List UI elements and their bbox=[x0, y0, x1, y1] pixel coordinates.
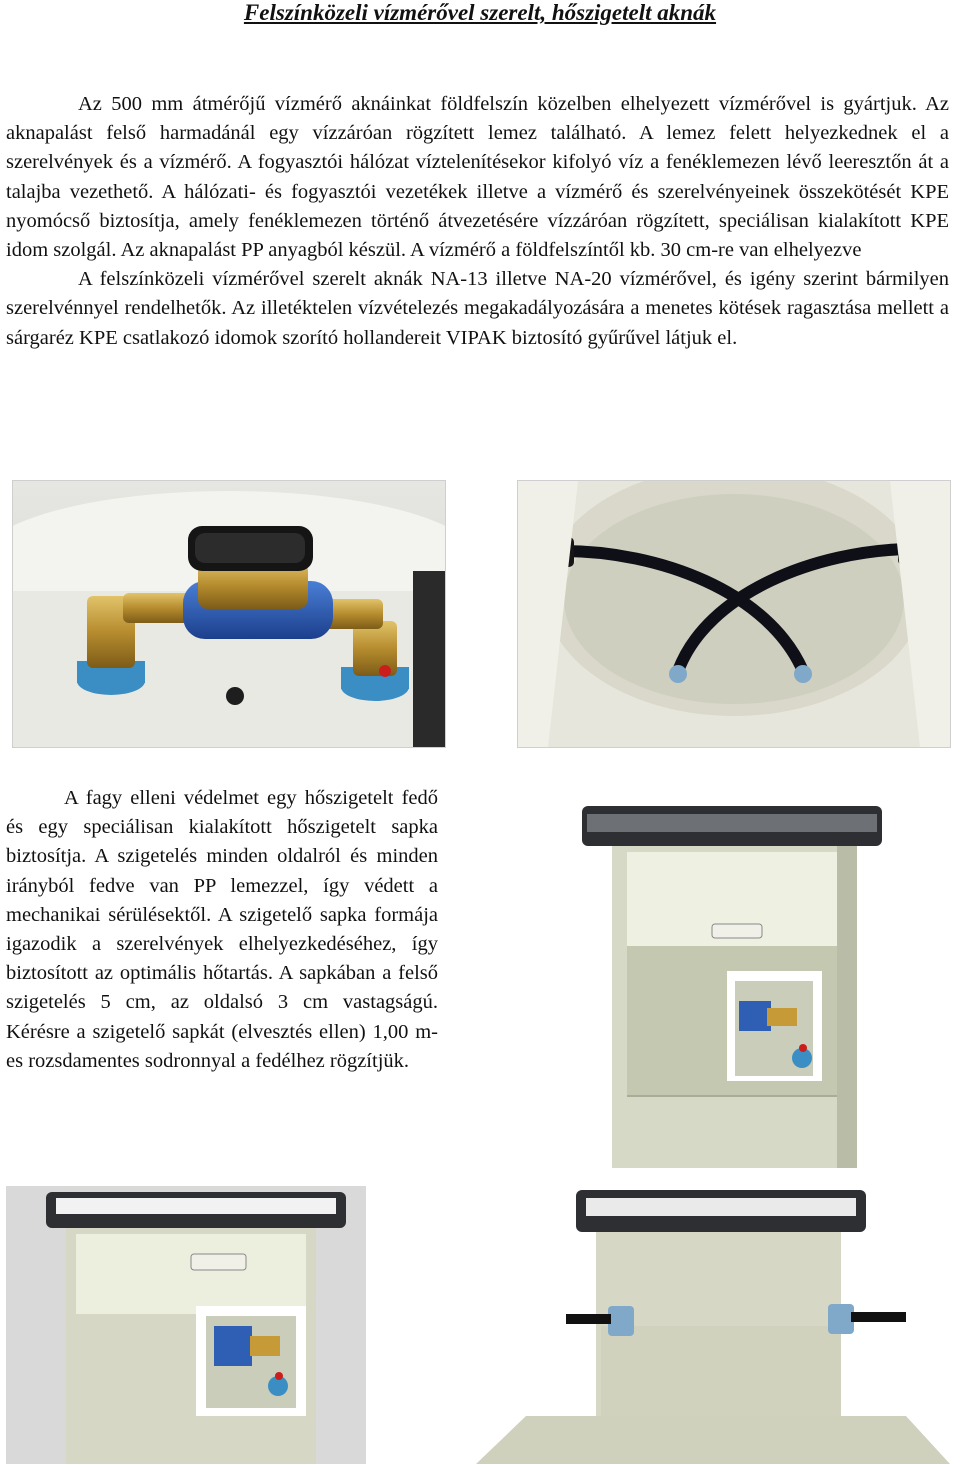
photo-shaft-with-base bbox=[6, 1186, 950, 1464]
paragraph-frost: A fagy elleni védelmet egy hőszigetelt fedő és egy speciálisan kialakított hőszigetelt sapka biztosítja. A szigetelés minden oldalról és minden irányból fedve van PP lemezzel, így védett a mechanikai sérülésektől. A szigetelő sapka formája igazodik a szerelvények elhelyezkedéséhez, így biztosított az optimális hőtartás. A sapkában a felső szigetelés 5 cm, az oldalsó 3 cm vastagságú. Kérésre a szigetelő sapkát (elvesztés ellen) 1,00 m-es rozsdamentes sodronnyal a fedélhez rögzítjük. bbox=[6, 787, 438, 1072]
intro-text bbox=[6, 90, 949, 353]
photo-pipe-interior bbox=[517, 480, 951, 748]
photo-water-meter bbox=[12, 480, 446, 748]
page-title: Felszínközeli vízmérővel szerelt, hőszigetelt aknák bbox=[243, 0, 717, 25]
paragraph-options: A felszínközeli vízmérővel szerelt aknák NA-13 illetve NA-20 vízmérővel, és igény szerint bármilyen szerelvénnyel rendelhetők. Az illetéktelen vízvételezés megakadályozására a menetes kötések ragasztása mellett a sárgaréz KPE csatlakozó idomok szorító hollandereit VIPAK biztosító gyűrűvel látjuk el. bbox=[6, 268, 949, 349]
paragraph-description: Az 500 mm átmérőjű vízmérő aknáinkat földfelszín közelben elhelyezett vízmérővel is gyártjuk. Az aknapalást felső harmadánál egy vízzáróan rögzített lemez található. A lemez felett helyezkednek el a szerelvények és a vízmérő. A fogyasztói hálózat víztelenítésekor kifolyó víz a fenéklemezen lévő leeresztőn át a talajba vezethető. A hálózati- és fogyasztói vezetékek illetve a vízmérő és szerelvényeinek összekötését KPE nyomócső biztosítja, amely fenéklemezen történő átvezetésére vízzáróan rögzített, speciálisan kialakított KPE idom szolgál. Az aknapalást PP anyagból készül. A vízmérő a földfelszíntől kb. 30 cm-re van elhelyezve bbox=[6, 93, 949, 262]
frost-protection-text bbox=[6, 784, 438, 1076]
photo-insulated-shaft-cutaway bbox=[517, 796, 949, 1168]
